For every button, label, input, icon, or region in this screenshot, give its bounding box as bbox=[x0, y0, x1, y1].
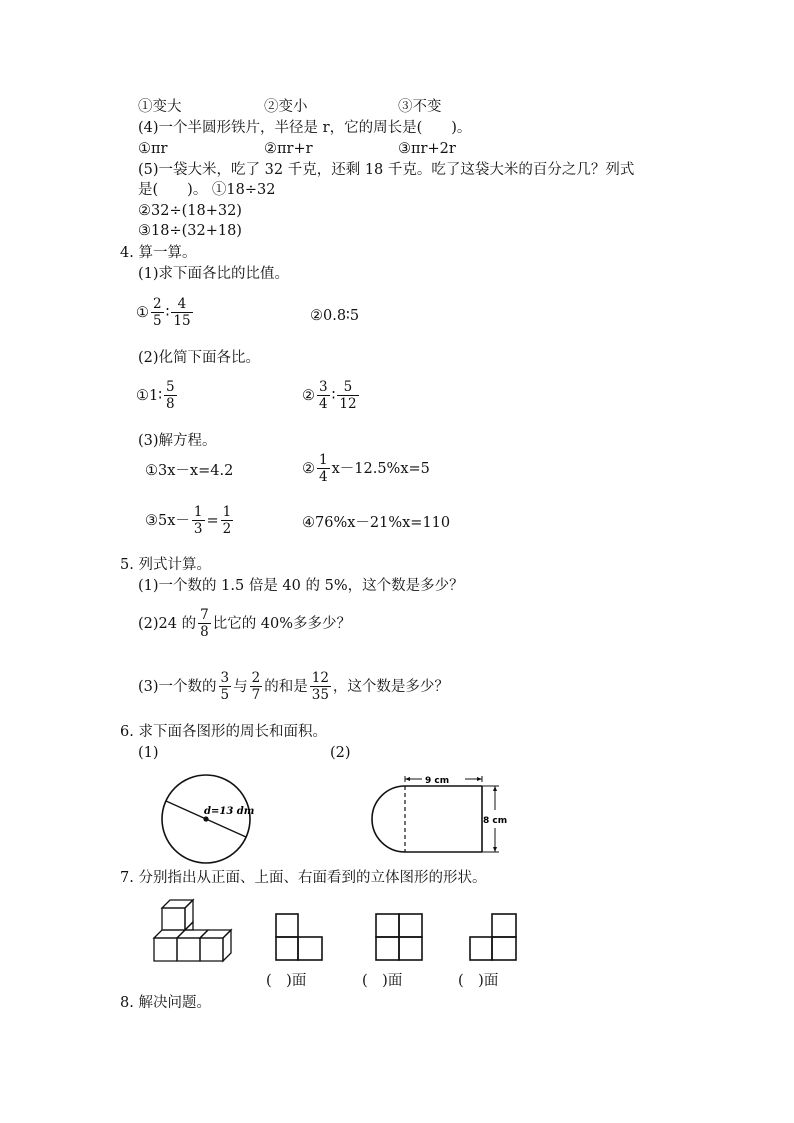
q6-title: 6. 求下面各图形的周长和面积。 bbox=[120, 724, 327, 740]
q4-sub1: (1)求下面各比的比值。 bbox=[138, 266, 290, 282]
q6-figure2-label: (2) bbox=[330, 745, 351, 761]
semicircle-rectangle-figure bbox=[355, 768, 525, 864]
fraction: $\frac{1}{4}$ bbox=[319, 452, 328, 485]
q5-problem-2: (2)24 的 $\frac{7}{8}$ 比它的 40%多多少？ bbox=[138, 607, 352, 640]
width-label: 9 cm bbox=[425, 776, 450, 786]
view-shape-1 bbox=[272, 910, 332, 964]
q4-equation-1: ①3x－x=4.2 bbox=[145, 463, 234, 479]
q6-figure1-label: (1) bbox=[138, 745, 159, 761]
fraction: $\frac{1}{2}$ bbox=[222, 504, 232, 537]
q3-option-2: ②变小 bbox=[264, 99, 308, 115]
q3-item4-option-3: ③πr+2r bbox=[398, 141, 456, 157]
q3-option-1: ①变大 bbox=[138, 99, 182, 115]
q4-simplify-2: ② $\frac{3}{4}$ ∶ $\frac{5}{12}$ bbox=[302, 379, 357, 412]
view-answer-blank-1[interactable]: ( )面 bbox=[266, 973, 307, 989]
q5-title: 5. 列式计算。 bbox=[120, 557, 211, 573]
q4-ratio-2: ②0.8∶5 bbox=[310, 308, 360, 324]
q3-item5-option-3: ③18÷(32+18) bbox=[138, 223, 242, 239]
q7-title: 7. 分别指出从正面、上面、右面看到的立体图形的形状。 bbox=[120, 870, 487, 886]
fraction: $\frac{2}{5}$ bbox=[153, 296, 162, 329]
circle-figure bbox=[150, 768, 270, 878]
diameter-label: d=13 dm bbox=[204, 806, 255, 817]
q3-item5-line2: 是( )。 ①18÷32 bbox=[138, 182, 276, 198]
view-answer-blank-2[interactable]: ( )面 bbox=[362, 973, 403, 989]
fraction: $\frac{4}{15}$ bbox=[173, 296, 191, 329]
q4-sub2: (2)化简下面各比。 bbox=[138, 350, 261, 366]
view-shape-3 bbox=[466, 910, 526, 964]
height-label: 8 cm bbox=[483, 816, 508, 826]
q4-title: 4. 算一算。 bbox=[120, 245, 197, 261]
semicircle-outline bbox=[372, 786, 405, 852]
q3-item4: (4)一个半圆形铁片，半径是 r，它的周长是( )。 bbox=[138, 120, 472, 136]
q3-item4-option-2: ②πr+r bbox=[264, 141, 313, 157]
q4-equation-3: ③5x－ $\frac{1}{3}$ = $\frac{1}{2}$ bbox=[145, 504, 232, 537]
q8-title: 8. 解决问题。 bbox=[120, 995, 211, 1011]
fraction: $\frac{1}{3}$ bbox=[193, 504, 203, 537]
q3-item5-line1: (5)一袋大米，吃了 32 千克，还剩 18 千克。吃了这袋大米的百分之几？列式 bbox=[138, 162, 635, 178]
q4-equation-2: ② $\frac{1}{4}$ x－12.5%x=5 bbox=[302, 452, 430, 485]
fraction: $\frac{3}{5}$ bbox=[220, 670, 230, 703]
fraction: $\frac{5}{12}$ bbox=[339, 379, 357, 412]
cube-stack-figure bbox=[150, 892, 240, 966]
q3-item5-option-2: ②32÷(18+32) bbox=[138, 203, 242, 219]
view-answer-blank-3[interactable]: ( )面 bbox=[458, 973, 499, 989]
q4-ratio-1: ① $\frac{2}{5}$ ∶ $\frac{4}{15}$ bbox=[136, 296, 191, 329]
q3-item4-option-1: ①πr bbox=[138, 141, 168, 157]
fraction: $\frac{2}{7}$ bbox=[251, 670, 261, 703]
fraction: $\frac{5}{8}$ bbox=[166, 379, 175, 412]
fraction: $\frac{3}{4}$ bbox=[319, 379, 328, 412]
center-dot bbox=[203, 816, 208, 821]
q4-sub3: (3)解方程。 bbox=[138, 433, 217, 449]
q5-problem-1: (1)一个数的 1.5 倍是 40 的 5%，这个数是多少？ bbox=[138, 578, 464, 594]
q4-simplify-1: ①1∶ $\frac{5}{8}$ bbox=[136, 379, 175, 412]
view-shape-2 bbox=[372, 910, 432, 964]
q5-problem-3: (3)一个数的 $\frac{3}{5}$ 与 $\frac{2}{7}$ 的和是 $\frac{12}{35}$ ，这个数是多少？ bbox=[138, 670, 449, 703]
fraction: $\frac{7}{8}$ bbox=[200, 607, 209, 640]
fraction: $\frac{12}{35}$ bbox=[311, 670, 329, 703]
q3-option-3: ③不变 bbox=[398, 99, 442, 115]
q4-equation-4: ④76%x－21%x=110 bbox=[302, 515, 451, 531]
